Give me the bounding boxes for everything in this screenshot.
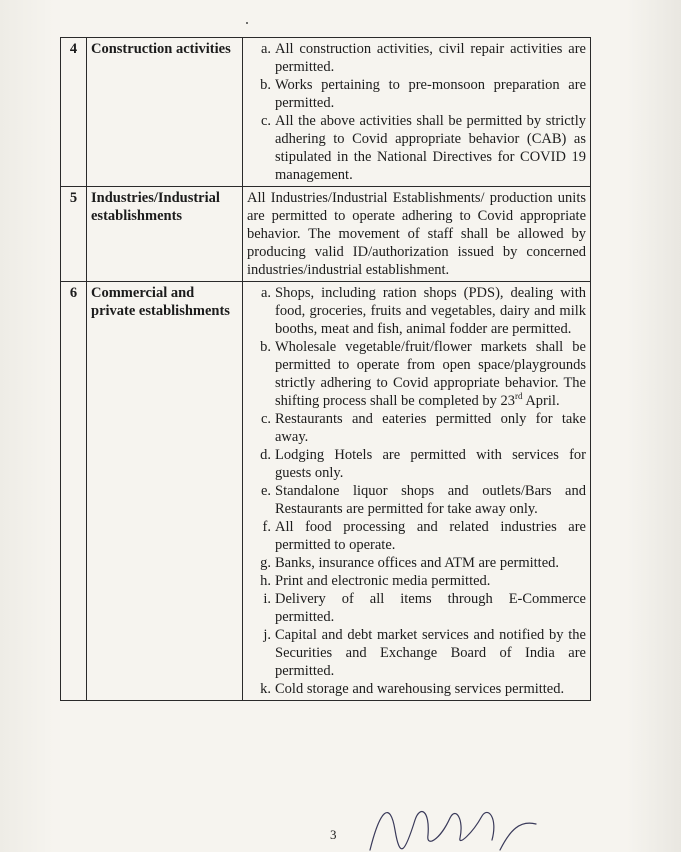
ordinal-suffix: rd [515, 391, 523, 402]
serial-number: 6 [61, 282, 87, 701]
item-text: Works pertaining to pre-monsoon preparation are permitted. [275, 77, 586, 111]
item-letter: a. [260, 285, 271, 301]
table-row [61, 187, 591, 282]
category-cell: Industries/Industrial establishments [87, 187, 243, 282]
item-text: Delivery of all items through E-Commerce permitted. [275, 591, 586, 625]
item-letter: e. [260, 483, 271, 499]
item-letter: b. [260, 77, 271, 93]
item-text: Banks, insurance offices and ATM are permitted. [275, 555, 560, 571]
item-text: Print and electronic media permitted. [275, 573, 491, 589]
item-text-part: April. [522, 393, 560, 409]
item-letter: c. [260, 411, 271, 427]
item-text: Shops, including ration shops (PDS), dealing with food, groceries, fruits and vegetables, dairy and milk booths, meat and fish, animal fodder are permitted. [275, 285, 586, 337]
page-number: 3 [330, 827, 337, 842]
list-item [247, 76, 586, 112]
list-item [247, 112, 586, 184]
category-cell: Construction activities [87, 38, 243, 187]
item-list [247, 284, 586, 698]
list-item [247, 554, 586, 572]
list-item [247, 410, 586, 446]
handwritten-signature [360, 790, 540, 852]
table-row [61, 38, 591, 187]
item-letter: k. [260, 681, 271, 697]
item-text: All construction activities, civil repair activities are permitted. [275, 41, 586, 75]
item-letter: d. [260, 447, 271, 463]
category-cell: Commercial and private establishments [87, 282, 243, 701]
item-text: Cold storage and warehousing services permitted. [275, 681, 565, 697]
description-cell [243, 38, 591, 187]
guidelines-table [60, 37, 591, 701]
item-letter: j. [263, 627, 271, 643]
list-item [247, 446, 586, 482]
item-text: All the above activities shall be permitted by strictly adhering to Covid appropriate behavior (CAB) as stipulated in the National Directives for COVID 19 management. [275, 113, 586, 183]
list-item [247, 626, 586, 680]
item-list [247, 40, 586, 184]
list-item [247, 680, 586, 698]
list-item [247, 338, 586, 410]
list-item [247, 572, 586, 590]
serial-number: 4 [61, 38, 87, 187]
scan-speck [246, 22, 248, 24]
item-letter: h. [260, 573, 271, 589]
item-text: All food processing and related industries are permitted to operate. [275, 519, 586, 553]
item-text: Restaurants and eateries permitted only for take away. [275, 411, 586, 445]
list-item [247, 284, 586, 338]
item-letter: b. [260, 339, 271, 355]
description-cell [243, 282, 591, 701]
list-item [247, 590, 586, 626]
list-item [247, 482, 586, 518]
item-letter: a. [260, 41, 271, 57]
list-item [247, 40, 586, 76]
item-letter: g. [260, 555, 271, 571]
list-item [247, 518, 586, 554]
item-letter: i. [263, 591, 271, 607]
item-text [275, 338, 586, 410]
item-letter: c. [260, 113, 271, 129]
item-text-part: Wholesale vegetable/fruit/flower markets shall be permitted to operate from open space/playgrounds strictly adhering to Covid appropriate behavior. The shifting process shall be completed by 23 [275, 339, 586, 409]
item-letter: f. [262, 519, 271, 535]
item-text: Lodging Hotels are permitted with services for guests only. [275, 447, 586, 481]
item-text: Standalone liquor shops and outlets/Bars and Restaurants are permitted for take away only. [275, 483, 586, 517]
table-row [61, 282, 591, 701]
serial-number: 5 [61, 187, 87, 282]
item-text: Capital and debt market services and notified by the Securities and Exchange Board of India are permitted. [275, 627, 586, 679]
description-cell: All Industries/Industrial Establishments/ production units are permitted to operate adhering to Covid appropriate behavior. The movement of staff shall be allowed by producing valid ID/authorization issued by concerned industries/industrial establishment. [243, 187, 591, 282]
